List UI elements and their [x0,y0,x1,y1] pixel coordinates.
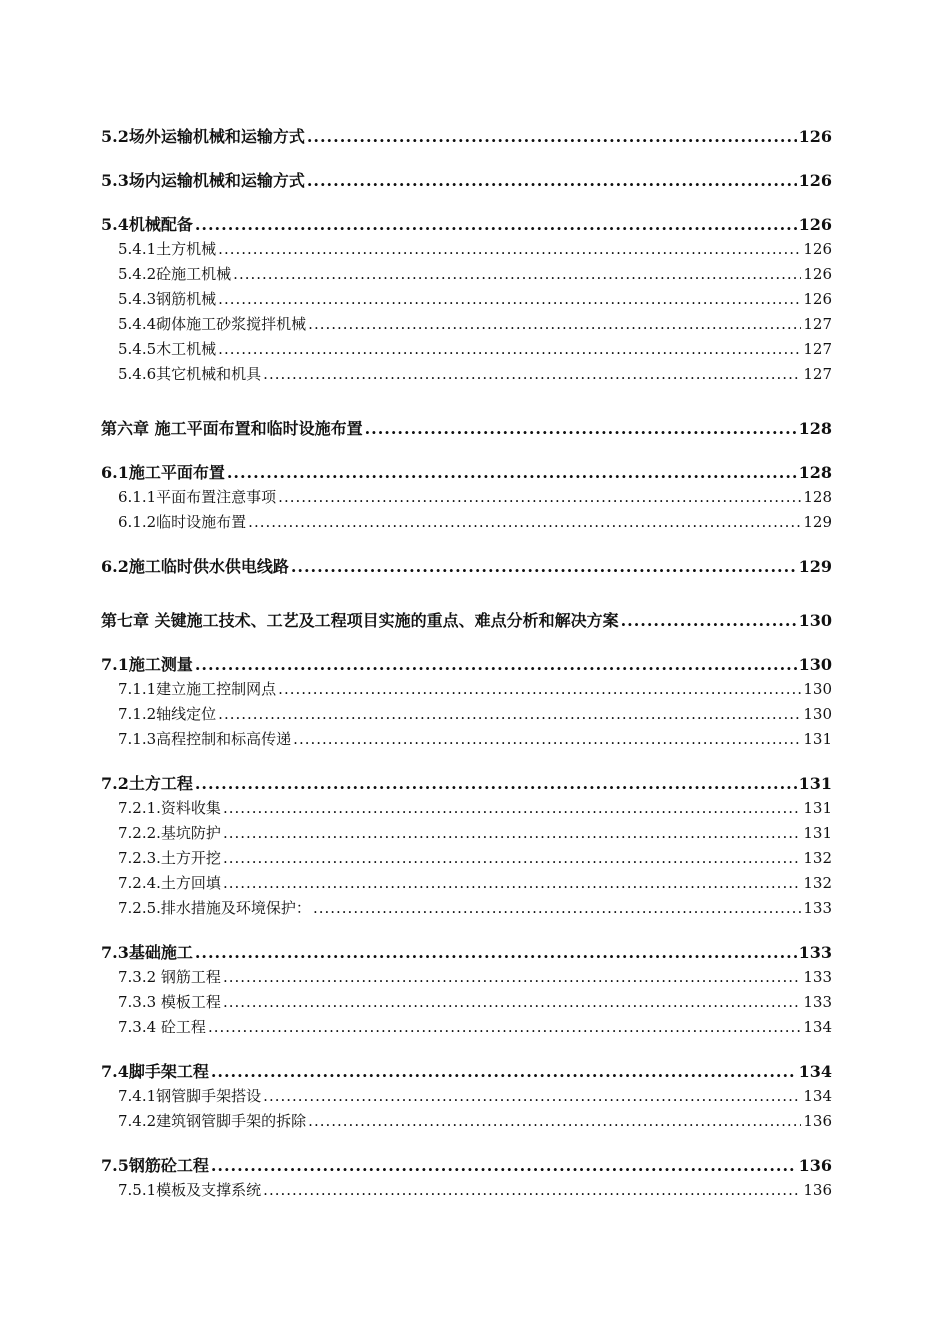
toc-entry-page: 134 [798,1062,832,1081]
dot-leader [195,771,797,796]
dot-leader [218,237,801,262]
dot-leader [223,871,801,896]
toc-entry-7-4-2[interactable] [101,1109,832,1134]
toc-entry-page: 126 [803,240,832,258]
toc-entry-title: 7.2土方工程 [101,774,193,793]
toc-entry-title: 7.3.2 钢筋工程 [118,968,221,986]
toc-entry-page: 134 [803,1018,832,1036]
toc-entry-page: 133 [803,968,832,986]
toc-entry-7-2-4[interactable] [101,871,832,896]
toc-entry-title: 7.3.3 模板工程 [118,993,221,1011]
toc-entry-5-2[interactable] [101,124,832,149]
toc-entry-page: 133 [803,899,832,917]
toc-entry-title: 5.4.1土方机械 [118,240,217,258]
toc-entry-page: 134 [803,1087,832,1105]
toc-entry-page: 130 [803,705,832,723]
toc-entry-title: 5.4.4砌体施工砂浆搅拌机械 [118,315,307,333]
toc-entry-page: 136 [803,1181,832,1199]
toc-entry-6-1-1[interactable] [101,485,832,510]
toc-entry-title: 5.4机械配备 [101,215,193,234]
toc-entry-5-4-4[interactable] [101,312,832,337]
toc-entry-7-1-2[interactable] [101,702,832,727]
toc-entry-page: 130 [798,611,832,630]
toc-entry-title: 5.2场外运输机械和运输方式 [101,127,305,146]
toc-entry-5-4-3[interactable] [101,287,832,312]
toc-entry-7-3-3[interactable] [101,990,832,1015]
dot-leader [621,608,797,633]
dot-leader [248,510,801,535]
toc-entry-page: 131 [803,824,832,842]
toc-entry-5-4-6[interactable] [101,362,832,387]
dot-leader [307,168,797,193]
toc-entry-title: 7.2.2.基坑防护 [118,824,221,842]
toc-entry-page: 127 [803,365,832,383]
dot-leader [223,965,801,990]
dot-leader [223,990,801,1015]
toc-entry-title: 7.1.2轴线定位 [118,705,217,723]
toc-entry-title: 第六章 施工平面布置和临时设施布置 [101,419,363,438]
toc-entry-page: 132 [803,849,832,867]
toc-entry-page: 130 [798,655,832,674]
toc-entry-5-4-5[interactable] [101,337,832,362]
dot-leader [293,727,801,752]
toc-entry-5-4[interactable] [101,212,832,237]
toc-entry-title: 7.2.3.土方开挖 [118,849,221,867]
dot-leader [233,262,801,287]
toc-entry-page: 128 [803,488,832,506]
toc-entry-page: 131 [798,774,832,793]
toc-chapter-7[interactable] [101,608,832,633]
toc-entry-page: 128 [798,463,832,482]
toc-entry-title: 6.1.2临时设施布置 [118,513,247,531]
toc-entry-7-2-5[interactable] [101,896,832,921]
toc-entry-title: 7.3.4 砼工程 [118,1018,206,1036]
dot-leader [365,416,797,441]
dot-leader [308,1109,801,1134]
toc-entry-6-2[interactable] [101,554,832,579]
toc-entry-page: 130 [803,680,832,698]
dot-leader [211,1153,797,1178]
toc-entry-7-2-2[interactable] [101,821,832,846]
dot-leader [278,485,801,510]
toc-entry-title: 5.4.2砼施工机械 [118,265,232,283]
toc-entry-7-3-4[interactable] [101,1015,832,1040]
dot-leader [308,312,801,337]
toc-entry-page: 136 [803,1112,832,1130]
dot-leader [208,1015,801,1040]
dot-leader [218,702,801,727]
toc-entry-7-2-3[interactable] [101,846,832,871]
toc-entry-page: 126 [798,171,832,190]
toc-entry-title: 6.1.1平面布置注意事项 [118,488,277,506]
toc-entry-title: 7.5.1模板及支撑系统 [118,1181,262,1199]
dot-leader [223,821,801,846]
toc-entry-title: 7.5钢筋砼工程 [101,1156,209,1175]
toc-entry-title: 6.2施工临时供水供电线路 [101,557,289,576]
toc-entry-title: 7.4.1钢管脚手架搭设 [118,1087,262,1105]
toc-entry-page: 129 [803,513,832,531]
toc-entry-title: 6.1施工平面布置 [101,463,225,482]
toc-entry-7-2[interactable] [101,771,832,796]
toc-entry-title: 7.4.2建筑钢管脚手架的拆除 [118,1112,307,1130]
toc-entry-title: 5.3场内运输机械和运输方式 [101,171,305,190]
toc-entry-title: 5.4.6其它机械和机具 [118,365,262,383]
dot-leader [278,677,801,702]
toc-entry-title: 7.4脚手架工程 [101,1062,209,1081]
toc-entry-6-1-2[interactable] [101,510,832,535]
toc-entry-7-5[interactable] [101,1153,832,1178]
dot-leader [195,652,797,677]
toc-entry-title: 7.2.1.资料收集 [118,799,221,817]
toc-entry-title: 7.2.5.排水措施及环境保护： [118,899,311,917]
toc-entry-page: 132 [803,874,832,892]
dot-leader [227,460,797,485]
toc-entry-page: 126 [798,127,832,146]
toc-entry-7-5-1[interactable] [101,1178,832,1203]
toc-entry-7-3[interactable] [101,940,832,965]
dot-leader [223,796,801,821]
toc-entry-7-1[interactable] [101,652,832,677]
toc-entry-page: 129 [798,557,832,576]
toc-entry-page: 126 [798,215,832,234]
dot-leader [307,124,797,149]
dot-leader [223,846,801,871]
toc-entry-page: 126 [803,265,832,283]
toc-entry-page: 127 [803,340,832,358]
toc-entry-page: 133 [803,993,832,1011]
toc-chapter-6[interactable] [101,416,832,441]
toc-entry-page: 136 [798,1156,832,1175]
table-of-contents [101,124,832,1203]
toc-entry-title: 7.1施工测量 [101,655,193,674]
dot-leader [313,896,801,921]
toc-entry-title: 5.4.3钢筋机械 [118,290,217,308]
toc-entry-page: 131 [803,730,832,748]
toc-entry-title: 7.3基础施工 [101,943,193,962]
toc-entry-title: 7.1.1建立施工控制网点 [118,680,277,698]
dot-leader [263,1084,801,1109]
dot-leader [195,212,797,237]
toc-entry-page: 133 [798,943,832,962]
toc-entry-7-3-2[interactable] [101,965,832,990]
toc-entry-5-3[interactable] [101,168,832,193]
toc-entry-title: 7.1.3高程控制和标高传递 [118,730,292,748]
dot-leader [195,940,797,965]
toc-entry-6-1[interactable] [101,460,832,485]
toc-entry-page: 131 [803,799,832,817]
dot-leader [218,287,801,312]
toc-entry-title: 5.4.5木工机械 [118,340,217,358]
dot-leader [263,362,801,387]
toc-entry-7-2-1[interactable] [101,796,832,821]
toc-entry-5-4-1[interactable] [101,237,832,262]
dot-leader [218,337,801,362]
toc-entry-7-4-1[interactable] [101,1084,832,1109]
toc-entry-page: 127 [803,315,832,333]
toc-entry-page: 126 [803,290,832,308]
toc-entry-5-4-2[interactable] [101,262,832,287]
dot-leader [291,554,797,579]
toc-entry-7-1-1[interactable] [101,677,832,702]
toc-entry-title: 7.2.4.土方回填 [118,874,221,892]
dot-leader [263,1178,801,1203]
toc-entry-page: 128 [798,419,832,438]
toc-entry-7-4[interactable] [101,1059,832,1084]
toc-entry-title: 第七章 关键施工技术、工艺及工程项目实施的重点、难点分析和解决方案 [101,611,619,630]
toc-entry-7-1-3[interactable] [101,727,832,752]
dot-leader [211,1059,797,1084]
